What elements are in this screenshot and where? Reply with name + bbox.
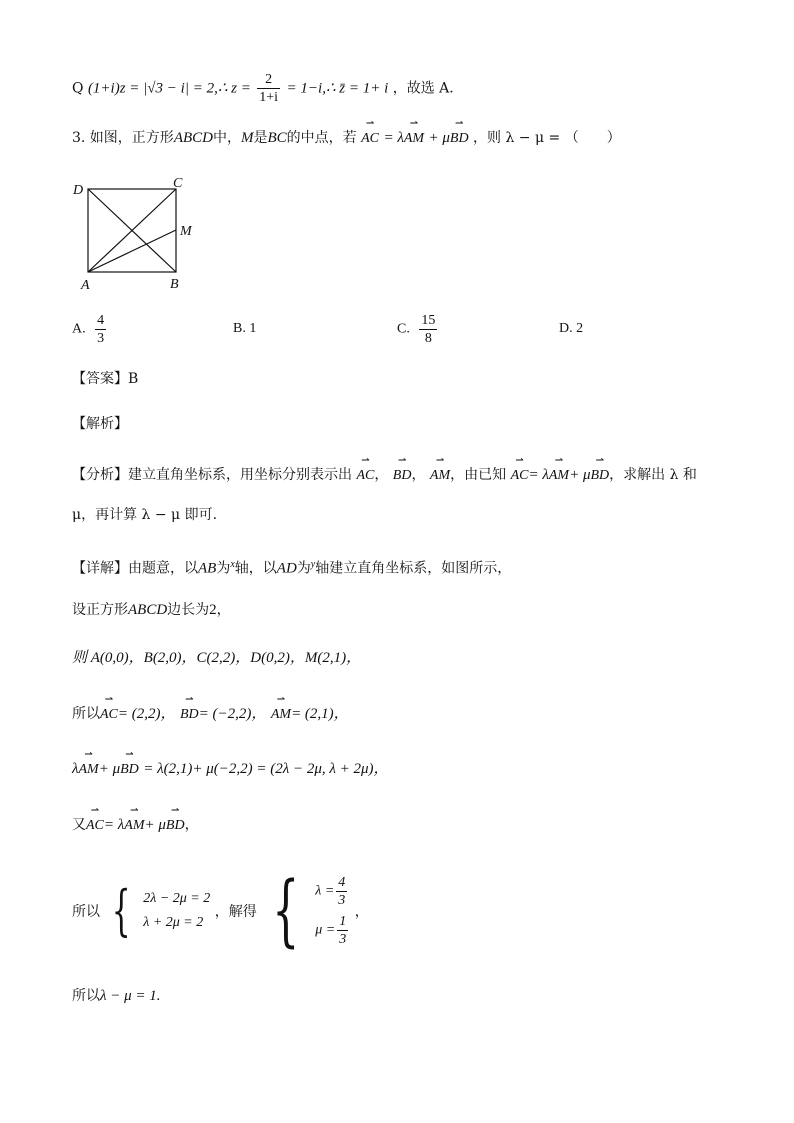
coordinates-line: 则 A(0,0)，B(2,0)，C(2,2)，D(0,2)，M(2,1)， <box>72 650 362 666</box>
label-a: A <box>81 278 90 293</box>
option-d: D. 2 <box>559 321 584 336</box>
label-b: B <box>170 277 179 292</box>
side-length-line: 设正方形ABCD边长为2， <box>72 602 231 618</box>
fenxi-line2: μ，再计算 λ − μ 即可. <box>72 507 218 523</box>
answer-line <box>72 369 138 389</box>
square-figure <box>70 172 210 294</box>
option-a: A. $\frac{4}{3}$ <box>72 313 105 346</box>
label-c: C <box>173 176 183 191</box>
combination-line: λ⇀ AM+ μ⇀ BD = λ(2,1)+ μ(−2,2) = (2λ − 2μ, λ + 2μ)， <box>72 759 389 780</box>
answer-value: B <box>128 371 139 387</box>
fraction: $\frac{2}{1+i}$ <box>259 72 279 105</box>
equation-part2: = 1−i,∴ z̄ = 1+ i <box>286 80 389 97</box>
again-line: 又⇀ AC= λ⇀ AM+ μ⇀ BD， <box>72 815 199 836</box>
vector-am: ⇀ AM <box>404 129 424 149</box>
vectors-line: 所以⇀ AC= (2,2)， ⇀ BD= (−2,2)， ⇀ AM= (2,1)， <box>72 704 349 725</box>
system-line: 所以 { 2λ − 2μ = 2 λ + 2μ = 2 ，解得 { λ = $\frac{4}{3}$ μ = $\frac{1}{3}$ ， <box>72 866 369 956</box>
fenxi-line1: 【分析】建立直角坐标系，用坐标分别表示出 ⇀ AC， ⇀ BD， ⇀ AM，由已知 ⇀ AC= λ⇀ AM+ μ⇀ BD，求解出 λ 和 <box>72 465 697 486</box>
label-m: M <box>180 224 192 239</box>
label-d: D <box>73 183 84 198</box>
choice-text: ，故选 A. <box>392 80 454 97</box>
answer-tag: 【答案】 <box>72 371 128 387</box>
final-line: 所以λ − μ = 1. <box>72 988 161 1004</box>
therefore-symbol: Q <box>72 80 84 97</box>
vector-bd: ⇀ BD <box>450 129 469 149</box>
equation-part1: (1+i)z = |√3 − i| = 2,∴ z = <box>87 80 251 97</box>
segment-am <box>88 230 176 272</box>
analysis-heading: 【解析】 <box>72 416 128 432</box>
detail-line: 【详解】由题意，以AB为$^x$轴，以AD为$^y$轴建立直角坐标系，如图所示， <box>72 559 512 577</box>
option-c: C. $\frac{15}{8}$ <box>397 313 436 346</box>
solution-line-q2 <box>72 71 454 106</box>
question-3-stem: 3. 如图，正方形ABCD中，M是BC的中点，若 ⇀ AC = λ⇀ AM + μ⇀ BD ，则 λ − μ = （ ） <box>72 128 621 149</box>
option-b: B. 1 <box>233 321 257 336</box>
vector-ac: ⇀ AC <box>361 129 379 149</box>
